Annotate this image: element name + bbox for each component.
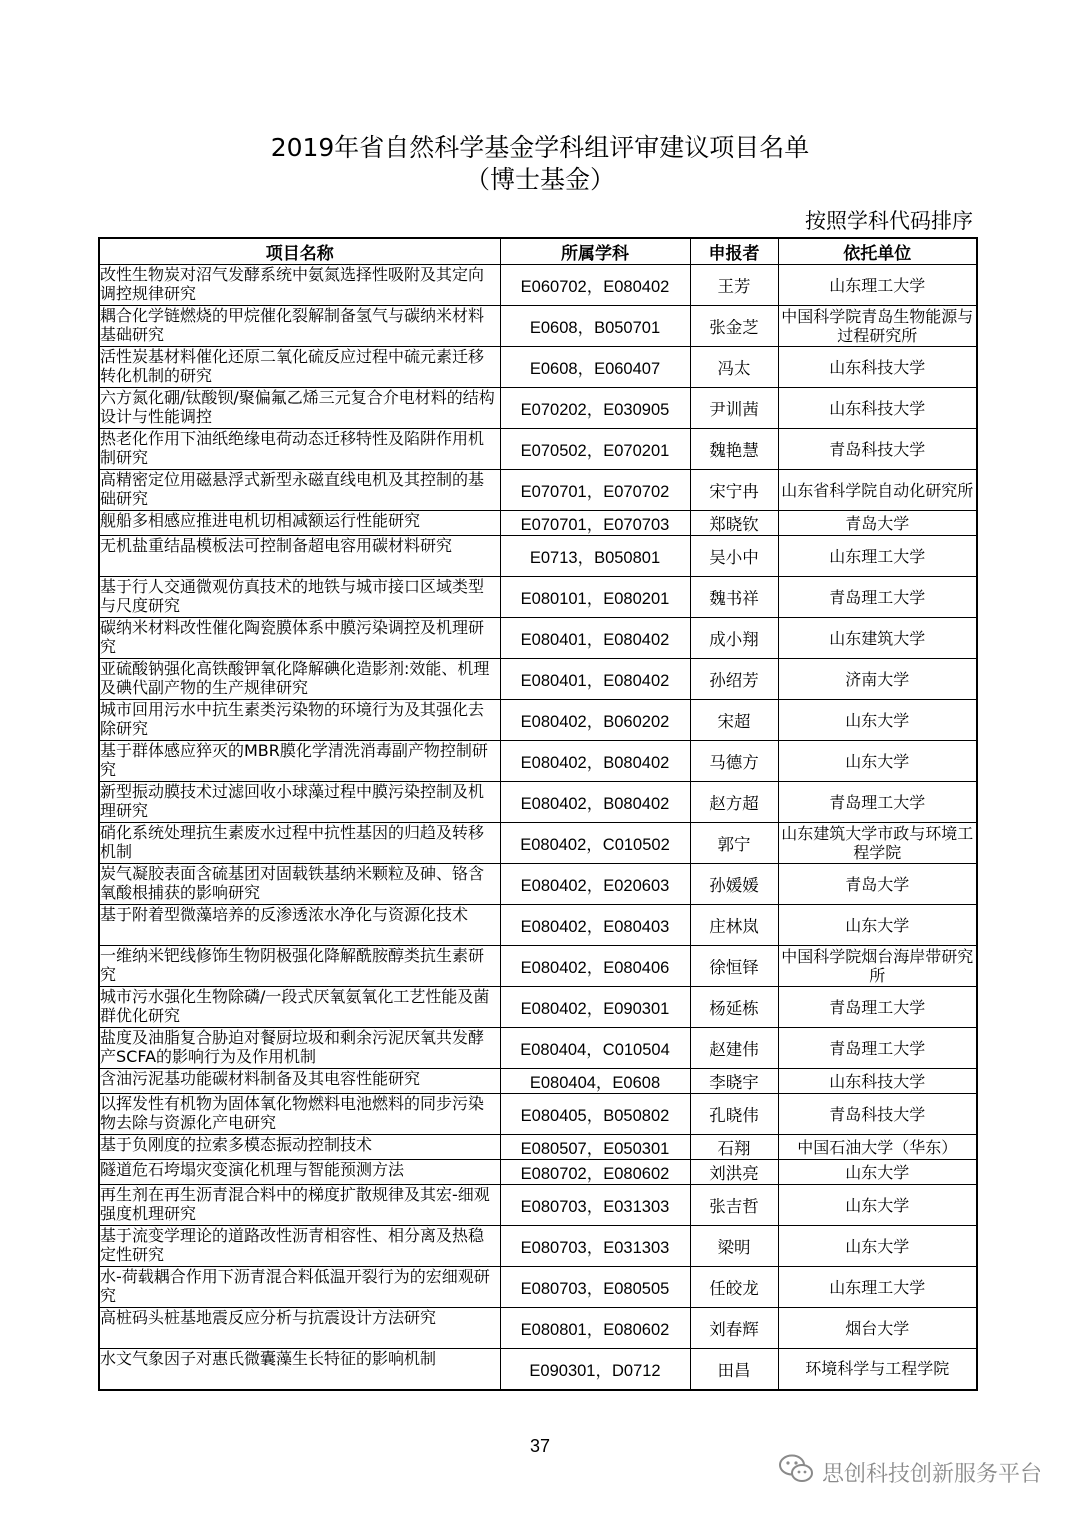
applicant-cell: 尹训茜 [690,388,778,429]
table-row [99,1349,977,1390]
project-name-cell: 含油污泥基功能碳材料制备及其电容性能研究 [99,1069,500,1094]
unit-cell: 山东大学 [778,1226,977,1267]
table-row [99,536,977,577]
discipline-code-cell: E070701，E070702 [500,470,690,511]
unit-cell: 山东科技大学 [778,388,977,429]
applicant-cell: 庄林岚 [690,905,778,946]
table-row [99,905,977,946]
applicant-cell: 张金芝 [690,306,778,347]
column-header-project-name: 项目名称 [99,238,500,265]
project-name-cell: 基于群体感应猝灭的MBR膜化学清洗消毒副产物控制研究 [99,741,500,782]
applicant-cell: 石翔 [690,1135,778,1160]
applicant-cell: 孙媛媛 [690,864,778,905]
unit-cell: 环境科学与工程学院 [778,1349,977,1390]
project-name-cell: 以挥发性有机物为固体氧化物燃料电池燃料的同步污染物去除与资源化产电研究 [99,1094,500,1135]
table-row [99,700,977,741]
applicant-cell: 孙绍芳 [690,659,778,700]
project-name-cell: 隧道危石垮塌灾变演化机理与智能预测方法 [99,1160,500,1185]
table-row [99,306,977,347]
project-name-cell: 城市污水强化生物除磷/一段式厌氧氨氧化工艺性能及菌群优化研究 [99,987,500,1028]
unit-cell: 中国科学院烟台海岸带研究所 [778,946,977,987]
project-name-cell: 水文气象因子对惠氏微囊藻生长特征的影响机制 [99,1349,500,1390]
table-row [99,1160,977,1185]
applicant-cell: 魏艳慧 [690,429,778,470]
discipline-code-cell: E080101，E080201 [500,577,690,618]
applicant-cell: 李晓宇 [690,1069,778,1094]
discipline-code-cell: E080703，E031303 [500,1185,690,1226]
discipline-code-cell: E080703，E080505 [500,1267,690,1308]
applicant-cell: 张吉哲 [690,1185,778,1226]
unit-cell: 山东建筑大学市政与环境工程学院 [778,823,977,864]
unit-cell: 青岛科技大学 [778,1094,977,1135]
unit-cell: 山东建筑大学 [778,618,977,659]
discipline-code-cell: E080404，C010504 [500,1028,690,1069]
applicant-cell: 任皎龙 [690,1267,778,1308]
table-row [99,823,977,864]
table-row [99,388,977,429]
applicant-cell: 赵建伟 [690,1028,778,1069]
unit-cell: 青岛理工大学 [778,782,977,823]
unit-cell: 青岛理工大学 [778,577,977,618]
discipline-code-cell: E0608，E060407 [500,347,690,388]
unit-cell: 山东科技大学 [778,347,977,388]
project-name-cell: 基于负刚度的拉索多模态振动控制技术 [99,1135,500,1160]
unit-cell: 山东省科学院自动化研究所 [778,470,977,511]
table-row [99,1267,977,1308]
discipline-code-cell: E070502，E070201 [500,429,690,470]
discipline-code-cell: E080402，C010502 [500,823,690,864]
project-name-cell: 城市回用污水中抗生素类污染物的环境行为及其强化去除研究 [99,700,500,741]
discipline-code-cell: E080404，E0608 [500,1069,690,1094]
applicant-cell: 刘洪亮 [690,1160,778,1185]
unit-cell: 山东理工大学 [778,265,977,306]
project-table [98,237,978,1391]
discipline-code-cell: E080402，B080402 [500,782,690,823]
unit-cell: 山东理工大学 [778,1267,977,1308]
table-row [99,946,977,987]
discipline-code-cell: E080402，B080402 [500,741,690,782]
unit-cell: 山东科技大学 [778,1069,977,1094]
project-name-cell: 新型振动膜技术过滤回收小球藻过程中膜污染控制及机理研究 [99,782,500,823]
applicant-cell: 成小翔 [690,618,778,659]
table-row [99,659,977,700]
applicant-cell: 宋超 [690,700,778,741]
table-row [99,577,977,618]
table-row [99,1308,977,1349]
unit-cell: 中国科学院青岛生物能源与过程研究所 [778,306,977,347]
table-row [99,429,977,470]
project-name-cell: 水-荷载耦合作用下沥青混合料低温开裂行为的宏细观研究 [99,1267,500,1308]
applicant-cell: 田昌 [690,1349,778,1390]
unit-cell: 中国石油大学（华东） [778,1135,977,1160]
column-header-unit: 依托单位 [778,238,977,265]
page-number: 37 [529,1436,551,1456]
applicant-cell: 吴小中 [690,536,778,577]
unit-cell: 山东大学 [778,1160,977,1185]
project-name-cell: 碳纳米材料改性催化陶瓷膜体系中膜污染调控及机理研究 [99,618,500,659]
unit-cell: 济南大学 [778,659,977,700]
discipline-code-cell: E080507，E050301 [500,1135,690,1160]
discipline-code-cell: E080402，E020603 [500,864,690,905]
project-name-cell: 炭气凝胶表面含硫基团对固载铁基纳米颗粒及砷、铬含氧酸根捕获的影响研究 [99,864,500,905]
applicant-cell: 郭宁 [690,823,778,864]
applicant-cell: 杨延栋 [690,987,778,1028]
unit-cell: 烟台大学 [778,1308,977,1349]
project-name-cell: 盐度及油脂复合胁迫对餐厨垃圾和剩余污泥厌氧共发酵产SCFA的影响行为及作用机制 [99,1028,500,1069]
unit-cell: 山东大学 [778,905,977,946]
discipline-code-cell: E0713，B050801 [500,536,690,577]
applicant-cell: 孔晓伟 [690,1094,778,1135]
discipline-code-cell: E070202，E030905 [500,388,690,429]
applicant-cell: 宋宁冉 [690,470,778,511]
applicant-cell: 魏书祥 [690,577,778,618]
applicant-cell: 王芳 [690,265,778,306]
project-name-cell: 六方氮化硼/钛酸钡/聚偏氟乙烯三元复合介电材料的结构设计与性能调控 [99,388,500,429]
unit-cell: 青岛科技大学 [778,429,977,470]
watermark [778,1454,1042,1490]
discipline-code-cell: E080405，B050802 [500,1094,690,1135]
discipline-code-cell: E080801，E080602 [500,1308,690,1349]
discipline-code-cell: E080703，E031303 [500,1226,690,1267]
table-row [99,1069,977,1094]
unit-cell: 山东大学 [778,741,977,782]
discipline-code-cell: E080401，E080402 [500,659,690,700]
table-row [99,782,977,823]
discipline-code-cell: E090301，D0712 [500,1349,690,1390]
applicant-cell: 梁明 [690,1226,778,1267]
unit-cell: 青岛理工大学 [778,987,977,1028]
applicant-cell: 郑晓钦 [690,511,778,536]
project-name-cell: 舰船多相感应推进电机切相减额运行性能研究 [99,511,500,536]
discipline-code-cell: E080401，E080402 [500,618,690,659]
project-name-cell: 无机盐重结晶模板法可控制备超电容用碳材料研究 [99,536,500,577]
unit-cell: 青岛大学 [778,511,977,536]
applicant-cell: 马德方 [690,741,778,782]
project-name-cell: 基于行人交通微观仿真技术的地铁与城市接口区域类型与尺度研究 [99,577,500,618]
page-title: 2019年省自然科学基金学科组评审建议项目名单 [270,133,810,162]
unit-cell: 山东理工大学 [778,536,977,577]
unit-cell: 青岛大学 [778,864,977,905]
discipline-code-cell: E060702，E080402 [500,265,690,306]
project-name-cell: 耦合化学链燃烧的甲烷催化裂解制备氢气与碳纳米材料基础研究 [99,306,500,347]
discipline-code-cell: E070701，E070703 [500,511,690,536]
column-header-discipline: 所属学科 [500,238,690,265]
project-name-cell: 再生剂在再生沥青混合料中的梯度扩散规律及其宏-细观强度机理研究 [99,1185,500,1226]
table-row [99,864,977,905]
unit-cell: 山东大学 [778,700,977,741]
applicant-cell: 徐恒铎 [690,946,778,987]
page-subtitle: （博士基金） [464,165,615,194]
discipline-code-cell: E0608，B050701 [500,306,690,347]
project-name-cell: 活性炭基材料催化还原二氧化硫反应过程中硫元素迁移转化机制的研究 [99,347,500,388]
unit-cell: 青岛理工大学 [778,1028,977,1069]
discipline-code-cell: E080402，E080403 [500,905,690,946]
project-name-cell: 高精密定位用磁悬浮式新型永磁直线电机及其控制的基础研究 [99,470,500,511]
table-row [99,1028,977,1069]
table-row [99,1226,977,1267]
project-name-cell: 亚硫酸钠强化高铁酸钾氧化降解碘化造影剂:效能、机理及碘代副产物的生产规律研究 [99,659,500,700]
project-name-cell: 改性生物炭对沼气发酵系统中氨氮选择性吸附及其定向调控规律研究 [99,265,500,306]
project-name-cell: 高桩码头桩基地震反应分析与抗震设计方法研究 [99,1308,500,1349]
watermark-text: 思创科技创新服务平台 [821,1461,1042,1487]
applicant-cell: 刘春辉 [690,1308,778,1349]
applicant-cell: 冯太 [690,347,778,388]
table-row [99,265,977,306]
discipline-code-cell: E080702，E080602 [500,1160,690,1185]
project-name-cell: 硝化系统处理抗生素废水过程中抗性基因的归趋及转移机制 [99,823,500,864]
column-header-applicant: 申报者 [690,238,778,265]
project-name-cell: 基于流变学理论的道路改性沥青相容性、相分离及热稳定性研究 [99,1226,500,1267]
discipline-code-cell: E080402，E090301 [500,987,690,1028]
project-name-cell: 基于附着型微藻培养的反渗透浓水净化与资源化技术 [99,905,500,946]
project-name-cell: 热老化作用下油纸绝缘电荷动态迁移特性及陷阱作用机制研究 [99,429,500,470]
table-row [99,1135,977,1160]
project-name-cell: 一维纳米钯线修饰生物阴极强化降解酰胺醇类抗生素研究 [99,946,500,987]
table-row [99,470,977,511]
table-row [99,1185,977,1226]
table-row [99,987,977,1028]
table-row [99,347,977,388]
table-row [99,741,977,782]
discipline-code-cell: E080402，B060202 [500,700,690,741]
discipline-code-cell: E080402，E080406 [500,946,690,987]
wechat-icon [778,1453,814,1491]
table-header-row [99,238,977,265]
sort-note: 按照学科代码排序 [805,209,973,233]
table-row [99,618,977,659]
table-row [99,511,977,536]
applicant-cell: 赵方超 [690,782,778,823]
unit-cell: 山东大学 [778,1185,977,1226]
table-row [99,1094,977,1135]
